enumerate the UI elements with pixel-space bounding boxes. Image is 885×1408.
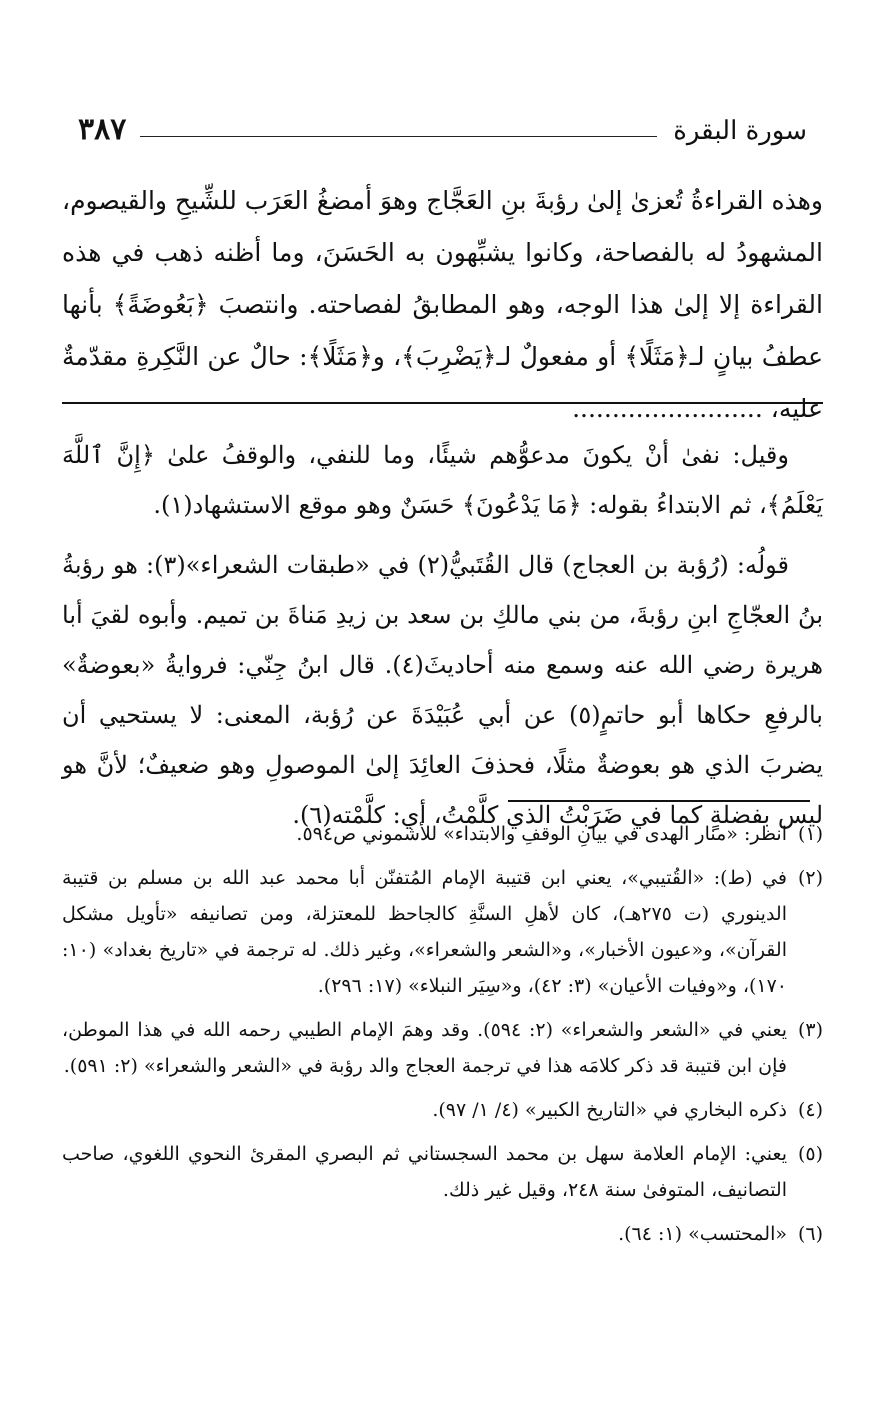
- commentary-paragraph: وقيل: نفىٰ أنْ يكونَ مدعوُّهم شيئًا، وما للنفي، والوقفُ علىٰ ﴿إِنَّ ٱللَّهَ يَعْلَمُ﴾، ثم الابتداءُ بقوله: ﴿مَا يَدْعُونَ﴾ حَسَنٌ وهو موقع الاستشهاد(١).: [62, 441, 823, 519]
- footnotes: [62, 816, 823, 1260]
- footnote: [62, 1136, 823, 1208]
- page-header: [78, 112, 807, 156]
- footnote-text: انظر: «منار الهدى في بيانِ الوقفِ والابتداء» للأشموني ص٥٩٤.: [296, 823, 787, 845]
- footnote: [62, 1012, 823, 1084]
- footnote-number: (١): [797, 823, 823, 845]
- footnote-number: (٦): [797, 1223, 823, 1245]
- footnote-text: ذكره البخاري في «التاريخ الكبير» (٤/ ١/ ٩٧).: [432, 1099, 787, 1121]
- commentary: [62, 430, 823, 840]
- surah-title: سورة البقرة: [673, 116, 807, 146]
- footnote: [62, 860, 823, 1004]
- footnote-separator: [508, 800, 810, 802]
- footnote-number: (٤): [797, 1099, 823, 1121]
- commentary-paragraph: قولُه: (رُؤبة بن العجاج) قال القُتَبيُّ(٢) في «طبقات الشعراء»(٣): هو رؤبةُ بنُ العجّاجِ ابنِ رؤبةَ، من بني مالكِ بن سعد بن زيدِ مَناةَ بن تميم. وأبوه لقيَ أبا هريرة رضي الله عنه وسمع منه أحاديثَ(٤). قال ابنُ جِنّي: فروايةُ «بعوضةٌ» بالرفعِ حكاها أبو حاتمٍ(٥) عن أبي عُبَيْدَةَ عن رُؤبة، المعنى: لا يستحيي أن يضربَ الذي هو بعوضةٌ مثلًا، فحذفَ العائِدَ إلىٰ الموصولِ وهو ضعيفٌ؛ لأنَّ هو ليس بفضلةٍ كما في ضَرَبْتُ الذي كلَّمْتُ، أي: كلَّمْته(٦).: [62, 551, 823, 829]
- footnote-number: (٥): [797, 1143, 823, 1165]
- footnote-text: يعني في «الشعر والشعراء» (٢: ٥٩٤). وقد وهمَ الإمام الطيبي رحمه الله في هذا الموطن، فإن ابن قتيبة قد ذكر كلامَه هذا في ترجمة العجاج والد رؤبة في «الشعر والشعراء» (٢: ٥٩١).: [62, 1019, 787, 1077]
- footnote: [62, 1092, 823, 1128]
- footnote-text: «المحتسب» (١: ٦٤).: [618, 1223, 787, 1245]
- footnote: [62, 1216, 823, 1252]
- footnote-text: في (ط): «القُتيبي»، يعني ابن قتيبة الإمام المُتفنّن أبا محمد عبد الله بن مسلم بن قتيبة الدينوري (ت ٢٧٥هـ)، كان لأهلِ السنَّةِ كالجاحظ للمعتزلة، ومن تصانيفه «تأويل مشكل القرآن»، و«عيون الأخبار»، و«الشعر والشعراء»، وغير ذلك. له ترجمة في «تاريخ بغداد» (١٠: ١٧٠)، و«وفيات الأعيان» (٣: ٤٢)، و«سِيَر النبلاء» (١٧: ٢٩٦).: [62, 867, 787, 997]
- main-text: [62, 175, 823, 435]
- header-rule: [140, 136, 657, 137]
- main-paragraph-text: وهذه القراءةُ تُعزىٰ إلىٰ رؤبةَ بنِ العَجَّاج وهوَ أمضغُ العَرَب للشِّيحِ والقيصوم، المشهودُ له بالفصاحة، وكانوا يشبِّهون به الحَسَنَ، وما أظنه ذهب في هذه القراءة إلا إلىٰ هذا الوجه، وهو المطابقُ لفصاحته. وانتصبَ ﴿بَعُوضَةً﴾ بأنها عطفُ بيانٍ لـ﴿مَثَلًا﴾ أو مفعولٌ لـ﴿يَضْرِبَ﴾، و﴿مَثَلًا﴾: حالٌ عن النَّكِرةِ مقدّمةٌ عليه،: [62, 186, 823, 423]
- footnote-number: (٣): [797, 1019, 823, 1041]
- footnote-text: يعني: الإمام العلامة سهل بن محمد السجستاني ثم البصري المقرئ النحوي اللغوي، صاحب التصانيف، المتوفىٰ سنة ٢٤٨، وقيل غير ذلك.: [62, 1143, 787, 1201]
- footnote-number: (٢): [797, 867, 823, 889]
- footnote: [62, 816, 823, 852]
- page-number: ٣٨٧: [78, 112, 127, 147]
- main-paragraph: [62, 175, 823, 435]
- main-text-separator: [62, 402, 823, 404]
- continuation-dots: ........................: [572, 394, 763, 423]
